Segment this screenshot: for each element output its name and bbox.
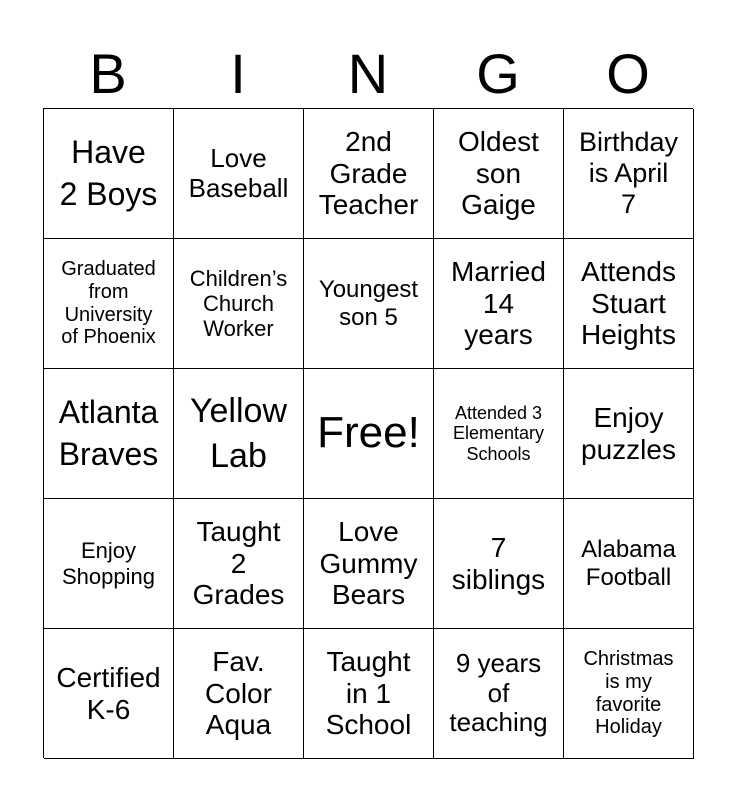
header-letter-i: I [230,42,246,105]
bingo-cell[interactable]: Graduated from University of Phoenix [44,239,174,369]
bingo-cell[interactable]: Alabama Football [564,499,694,629]
bingo-board [43,108,693,758]
bingo-cell[interactable]: Attends Stuart Heights [564,239,694,369]
bingo-header [43,40,693,108]
bingo-cell[interactable]: 9 years of teaching [434,629,564,759]
bingo-cell[interactable]: Youngest son 5 [304,239,434,369]
header-letter-n: N [347,42,389,105]
bingo-cell[interactable]: 2nd Grade Teacher [304,109,434,239]
header-letter-b: B [89,42,127,105]
bingo-cell[interactable]: Enjoy puzzles [564,369,694,499]
bingo-cell[interactable]: Birthday is April 7 [564,109,694,239]
header-letter-o: O [606,42,650,105]
bingo-cell[interactable]: Atlanta Braves [44,369,174,499]
bingo-cell[interactable]: Certified K-6 [44,629,174,759]
bingo-cell[interactable]: Oldest son Gaige [434,109,564,239]
bingo-cell[interactable]: Have 2 Boys [44,109,174,239]
bingo-cell[interactable]: Children’s Church Worker [174,239,304,369]
bingo-cell[interactable]: Christmas is my favorite Holiday [564,629,694,759]
bingo-cell[interactable]: Love Gummy Bears [304,499,434,629]
bingo-cell[interactable]: Attended 3 Elementary Schools [434,369,564,499]
free-space[interactable]: Free! [304,369,434,499]
bingo-cell[interactable]: Love Baseball [174,109,304,239]
bingo-cell[interactable]: 7 siblings [434,499,564,629]
bingo-cell[interactable]: Married 14 years [434,239,564,369]
bingo-cell[interactable]: Taught in 1 School [304,629,434,759]
bingo-cell[interactable]: Yellow Lab [174,369,304,499]
bingo-cell[interactable]: Enjoy Shopping [44,499,174,629]
bingo-cell[interactable]: Fav. Color Aqua [174,629,304,759]
bingo-cell[interactable]: Taught 2 Grades [174,499,304,629]
header-letter-g: G [476,42,520,105]
